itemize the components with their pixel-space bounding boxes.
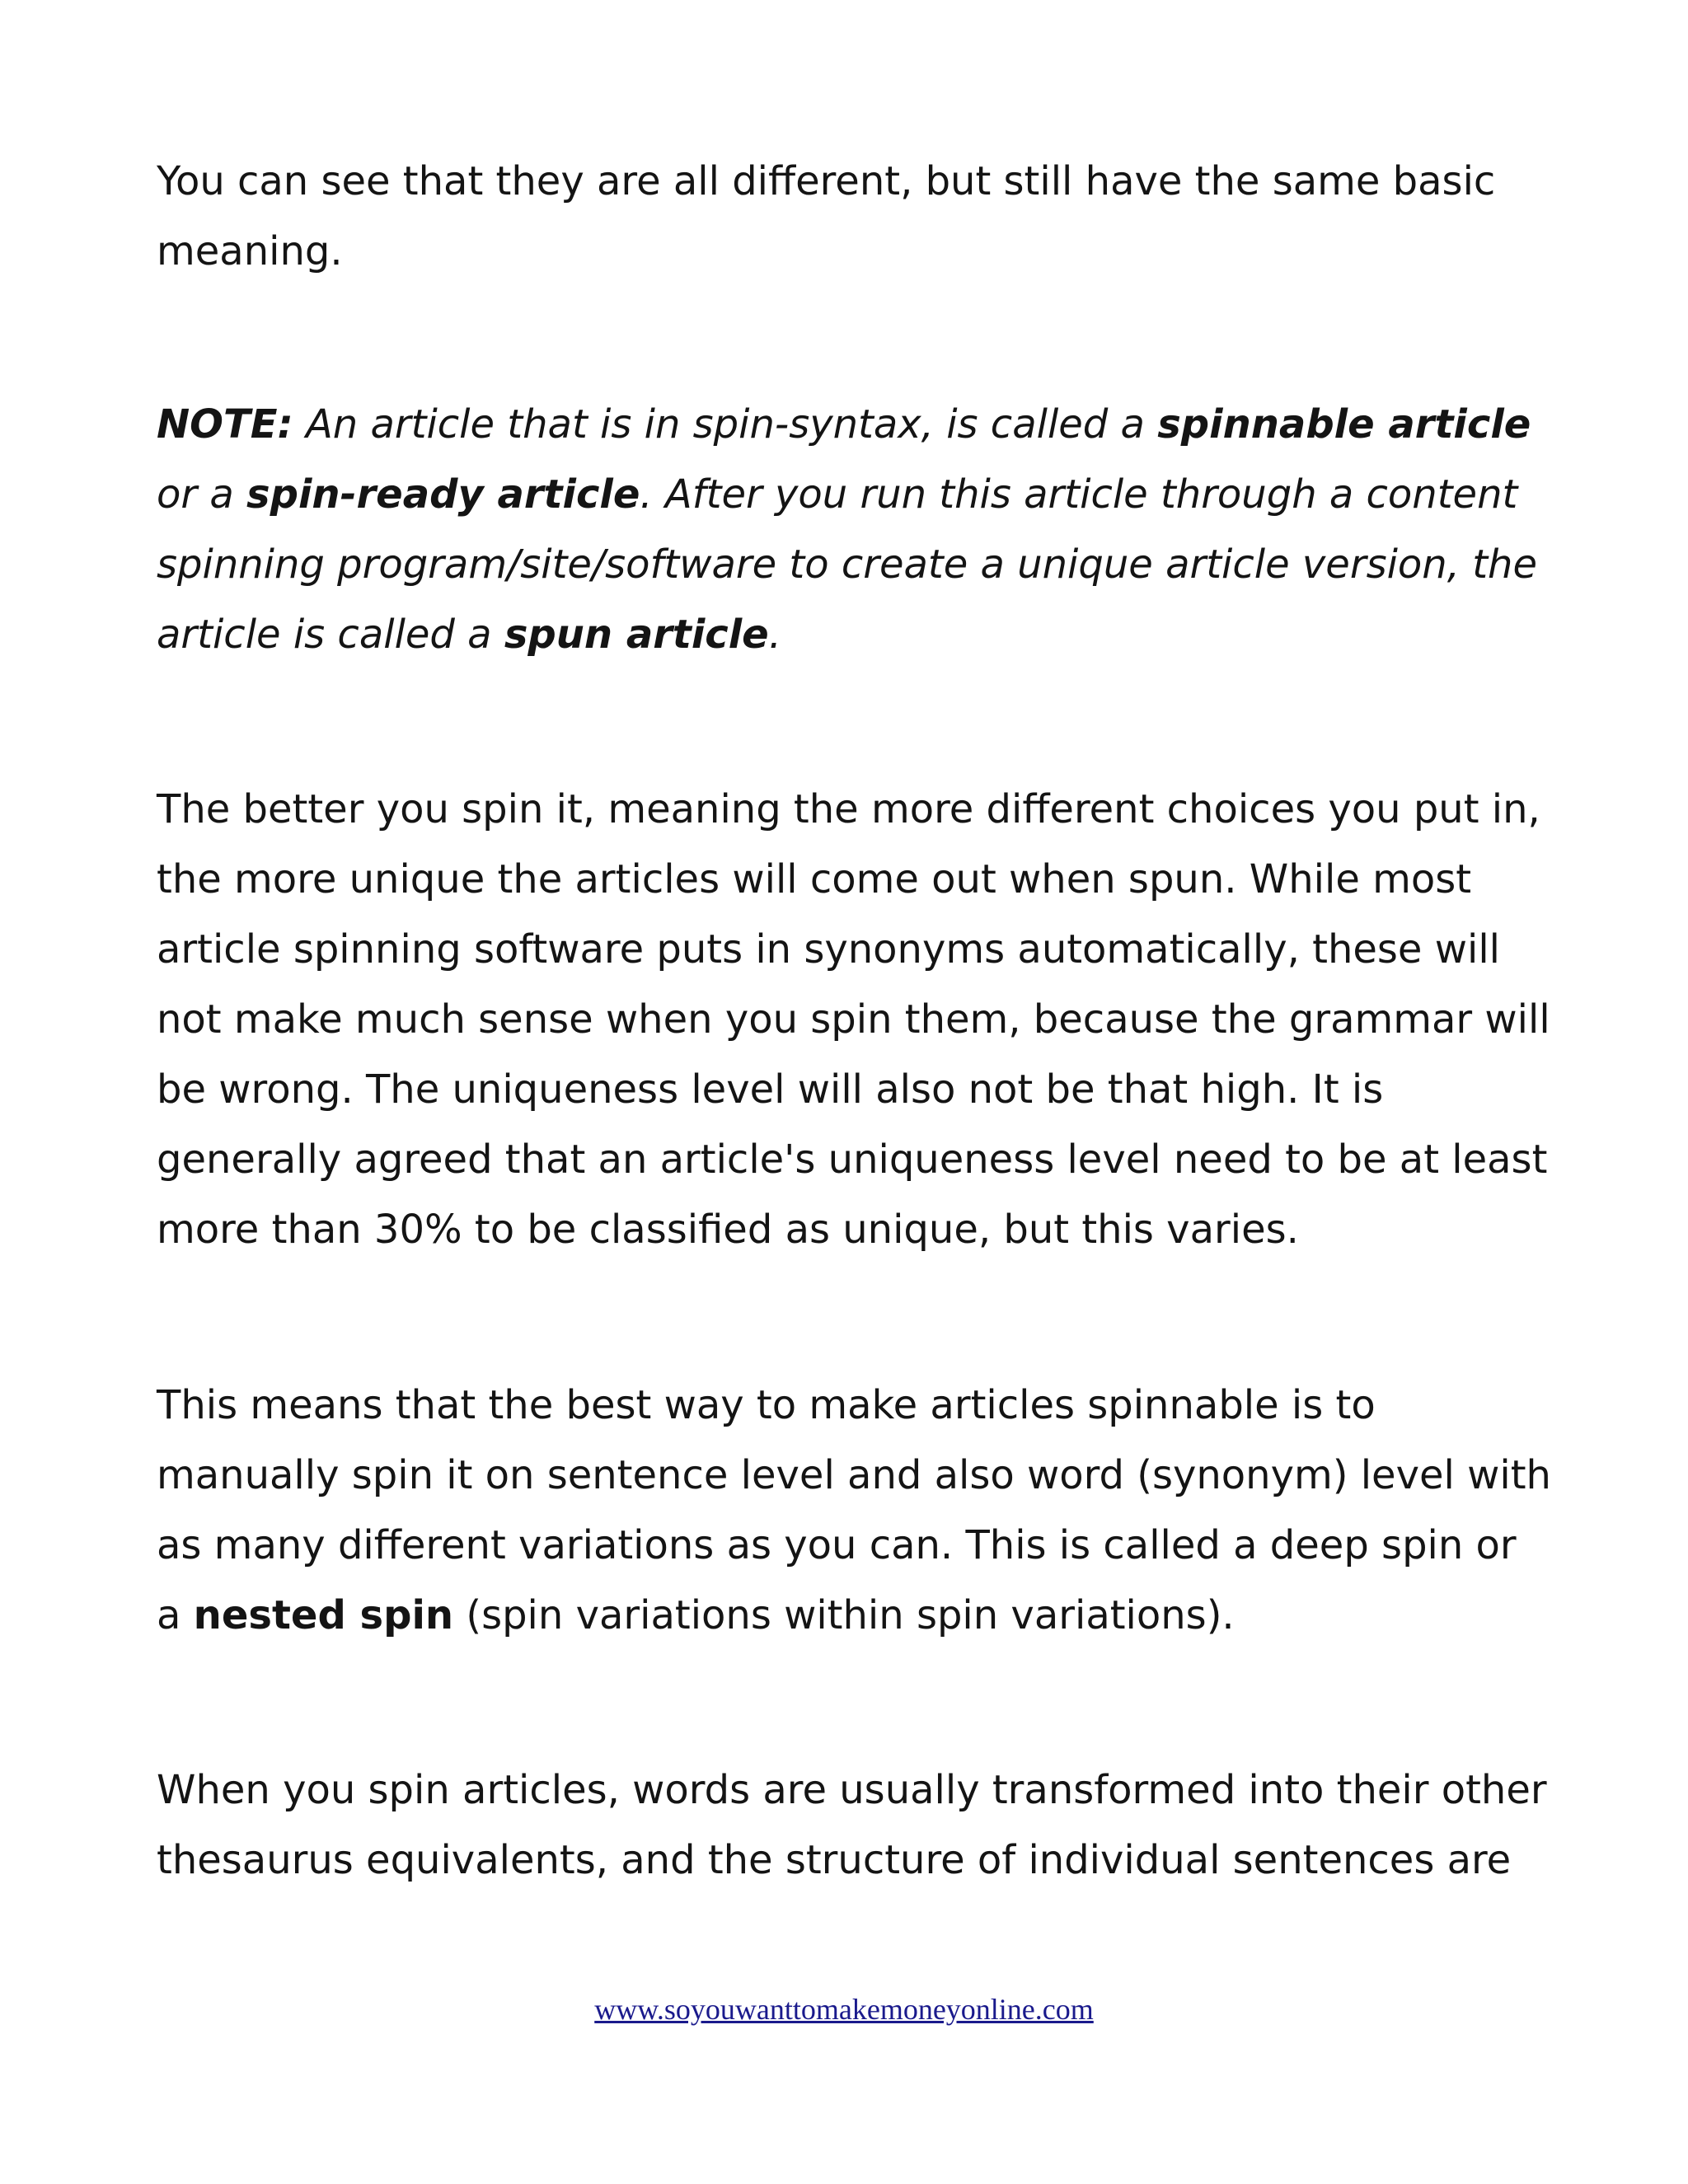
term-nested-spin: nested spin <box>193 1592 454 1638</box>
text-segment: (spin variations within spin variations). <box>453 1592 1235 1638</box>
page-footer <box>0 1989 1688 2030</box>
text-segment: . After you run this article through a content <box>640 471 1518 518</box>
text-line: meaning. <box>157 228 343 274</box>
text-line <box>157 600 1558 670</box>
text-segment: a <box>157 1592 194 1638</box>
text-segment: or a <box>157 471 247 518</box>
paragraph-better-spin <box>157 775 1558 1265</box>
text-line: When you spin articles, words are usually transformed into their other <box>157 1767 1547 1813</box>
text-line: This means that the best way to make articles spinnable is to <box>157 1382 1376 1428</box>
term-spin-ready-article: spin-ready article <box>246 471 640 518</box>
text-line: not make much sense when you spin them, because the grammar will <box>157 996 1550 1043</box>
text-line: manually spin it on sentence level and also word (synonym) level with <box>157 1452 1551 1498</box>
text-line: The better you spin it, meaning the more different choices you put in, <box>157 786 1540 832</box>
text-line: generally agreed that an article's uniqueness level need to be at least <box>157 1137 1548 1183</box>
text-segment: article is called a <box>157 612 504 658</box>
text-line: the more unique the articles will come out when spun. While most <box>157 856 1472 902</box>
paragraph-intro <box>157 147 1558 287</box>
text-line: spinning program/site/software to create a unique article version, the <box>157 541 1537 588</box>
term-spinnable-article: spinnable article <box>1157 401 1531 448</box>
text-segment: . <box>768 612 781 658</box>
term-spun-article: spun article <box>504 612 769 658</box>
text-segment: An article that is in spin-syntax, is called a <box>293 401 1158 448</box>
text-line: be wrong. The uniqueness level will also not be that high. It is <box>157 1066 1384 1113</box>
text-line: thesaurus equivalents, and the structure of individual sentences are <box>157 1837 1512 1883</box>
text-line: You can see that they are all different, but still have the same basic <box>157 158 1496 204</box>
paragraph-best-way <box>157 1371 1558 1651</box>
text-line: as many different variations as you can. This is called a deep spin or <box>157 1522 1517 1568</box>
text-line <box>157 460 1558 530</box>
text-line <box>157 1581 1558 1651</box>
footer-website-link[interactable]: www.soyouwanttomakemoneyonline.com <box>594 1993 1094 2026</box>
paragraph-note <box>157 390 1558 670</box>
text-line <box>157 390 1558 460</box>
paragraph-when-spin <box>157 1755 1558 1896</box>
note-label: NOTE: <box>157 401 293 448</box>
text-line: article spinning software puts in synonyms automatically, these will <box>157 926 1500 972</box>
text-line: more than 30% to be classified as unique, but this varies. <box>157 1207 1299 1253</box>
